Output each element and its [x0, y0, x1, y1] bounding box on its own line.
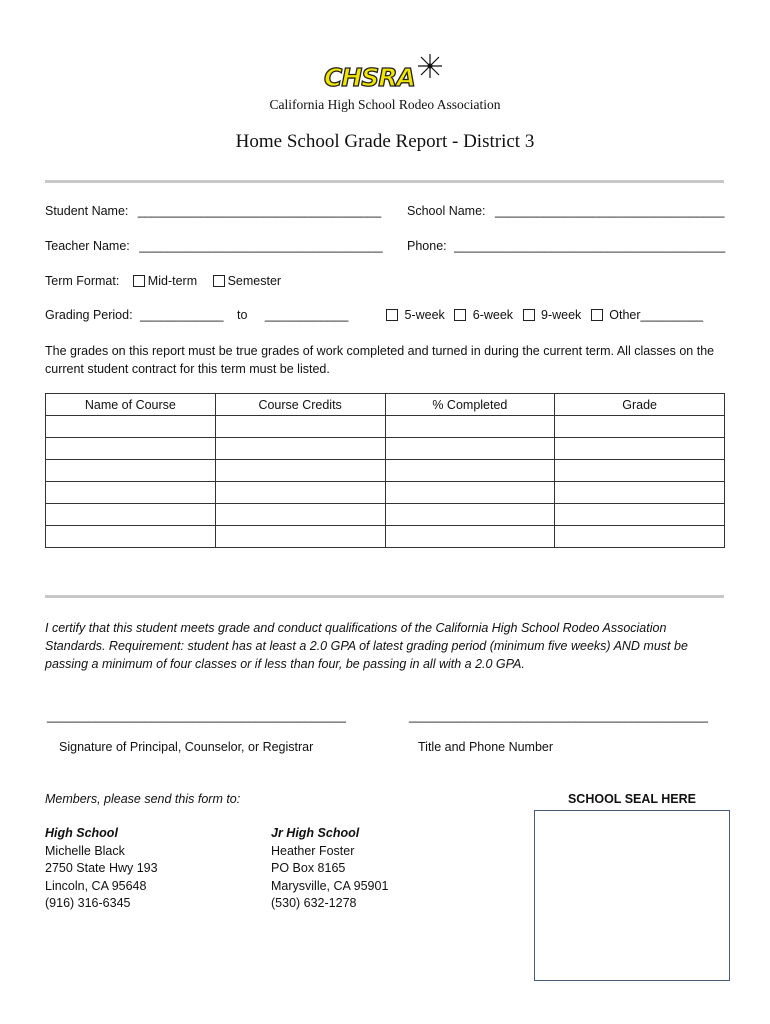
title-phone-label: Title and Phone Number — [418, 740, 554, 754]
address-line: Marysville, CA 95901 — [271, 878, 389, 893]
column-header: Name of Course — [46, 394, 216, 416]
five-week-option[interactable] — [386, 308, 445, 322]
page-title: Home School Grade Report - District 3 — [235, 131, 535, 152]
table-cell[interactable] — [555, 460, 725, 482]
semester-checkbox[interactable] — [213, 275, 225, 287]
phone-label: Phone: — [407, 239, 447, 253]
table-cell[interactable] — [555, 526, 725, 548]
signature-line-principal[interactable]: ___________________________________________ — [47, 709, 346, 723]
table-cell[interactable] — [385, 460, 555, 482]
chsra-logo — [322, 50, 442, 94]
grading-to-label: to — [236, 308, 248, 322]
table-cell[interactable] — [46, 504, 216, 526]
table-row — [46, 460, 725, 482]
teacher-name-line[interactable]: ___________________________________ — [139, 239, 383, 253]
table-cell[interactable] — [46, 460, 216, 482]
table-row — [46, 504, 725, 526]
certification-text: I certify that this student meets grade and conduct qualifications of the California High School Rodeo Association Standards. Requirement: student has at least a 2.0 GPA of latest grading period (minimum five weeks) AND must be passing a minimum of four classes or if less than four, be passing in all with a 2.0 GPA. — [45, 621, 688, 671]
grading-period-label: Grading Period: — [45, 308, 133, 322]
school-seal-box — [534, 810, 730, 981]
address-line: PO Box 8165 — [271, 861, 346, 875]
phone-line[interactable]: _______________________________________ — [454, 239, 726, 253]
school-name-field[interactable] — [407, 204, 724, 218]
teacher-name-field[interactable] — [45, 239, 383, 253]
logo-graphic — [322, 50, 442, 94]
nine-week-checkbox[interactable] — [523, 309, 535, 321]
address-line: Lincoln, CA 95648 — [45, 878, 147, 893]
table-cell[interactable] — [215, 460, 385, 482]
table-cell[interactable] — [555, 416, 725, 438]
term-format-label: Term Format: — [45, 274, 120, 288]
midterm-checkbox[interactable] — [133, 275, 145, 287]
jr-high-school-heading: Jr High School — [271, 826, 360, 840]
instructions-text: The grades on this report must be true grades of work completed and turned in during the current term. All classes on the current student contract for this term must be listed. — [45, 344, 715, 376]
table-row — [46, 438, 725, 460]
student-name-line[interactable]: ___________________________________ — [137, 204, 382, 218]
divider-top — [45, 180, 724, 183]
table-cell[interactable] — [215, 438, 385, 460]
signature-principal-label: Signature of Principal, Counselor, or Registrar — [59, 740, 314, 754]
other-option[interactable] — [591, 308, 703, 322]
semester-option[interactable] — [213, 274, 282, 288]
table-header-row — [46, 394, 725, 416]
table-cell[interactable] — [215, 482, 385, 504]
table-cell[interactable] — [46, 526, 216, 548]
nine-week-label: 9-week — [541, 308, 582, 322]
jr-high-school-address — [271, 825, 388, 913]
address-line: 2750 State Hwy 193 — [45, 861, 158, 875]
divider-middle — [45, 595, 724, 598]
other-checkbox[interactable] — [591, 309, 603, 321]
mailing-prompt: Members, please send this form to: — [45, 792, 241, 806]
table-cell[interactable] — [215, 416, 385, 438]
student-name-field[interactable] — [45, 204, 381, 218]
table-cell[interactable] — [46, 416, 216, 438]
table-cell[interactable] — [555, 438, 725, 460]
phone-field[interactable] — [407, 239, 725, 253]
grading-from-line[interactable]: ____________ — [140, 308, 224, 322]
table-cell[interactable] — [46, 482, 216, 504]
nine-week-option[interactable] — [523, 308, 582, 322]
table-cell[interactable] — [215, 504, 385, 526]
grading-period-row — [45, 308, 348, 322]
address-line: Michelle Black — [45, 843, 125, 858]
table-cell[interactable] — [385, 438, 555, 460]
semester-label: Semester — [227, 274, 282, 288]
table-cell[interactable] — [385, 504, 555, 526]
period-options — [386, 308, 703, 322]
table-cell[interactable] — [385, 482, 555, 504]
high-school-heading: High School — [45, 826, 118, 840]
five-week-label: 5-week — [404, 308, 445, 322]
school-name-line[interactable]: _________________________________ — [495, 204, 725, 218]
table-cell[interactable] — [555, 482, 725, 504]
table-cell[interactable] — [385, 526, 555, 548]
six-week-option[interactable] — [454, 308, 513, 322]
teacher-name-label: Teacher Name: — [45, 239, 130, 253]
column-header: Course Credits — [215, 394, 385, 416]
signature-line-title-phone[interactable]: ___________________________________________ — [409, 709, 708, 723]
midterm-option[interactable] — [133, 274, 201, 288]
address-line: (916) 316-6345 — [45, 896, 131, 910]
table-row — [46, 482, 725, 504]
table-cell[interactable] — [555, 504, 725, 526]
grades-table — [45, 393, 725, 548]
column-header: Grade — [555, 394, 725, 416]
student-name-label: Student Name: — [45, 204, 129, 218]
five-week-checkbox[interactable] — [386, 309, 398, 321]
address-line: Heather Foster — [271, 843, 355, 858]
column-header: % Completed — [385, 394, 555, 416]
table-row — [46, 416, 725, 438]
six-week-label: 6-week — [472, 308, 514, 322]
term-format-row — [45, 274, 281, 288]
logo-text: CHSRA — [324, 63, 415, 92]
table-cell[interactable] — [215, 526, 385, 548]
seal-label: SCHOOL SEAL HERE — [567, 792, 697, 806]
table-row — [46, 526, 725, 548]
high-school-address — [45, 825, 158, 913]
school-name-label: School Name: — [407, 204, 486, 218]
table-cell[interactable] — [46, 438, 216, 460]
other-label: Other_________ — [609, 308, 704, 322]
table-cell[interactable] — [385, 416, 555, 438]
midterm-label: Mid-term — [147, 274, 198, 288]
organization-name: California High School Rodeo Association — [269, 97, 501, 112]
six-week-checkbox[interactable] — [454, 309, 466, 321]
address-line: (530) 632-1278 — [271, 896, 357, 910]
grading-to-line[interactable]: ____________ — [264, 308, 349, 322]
